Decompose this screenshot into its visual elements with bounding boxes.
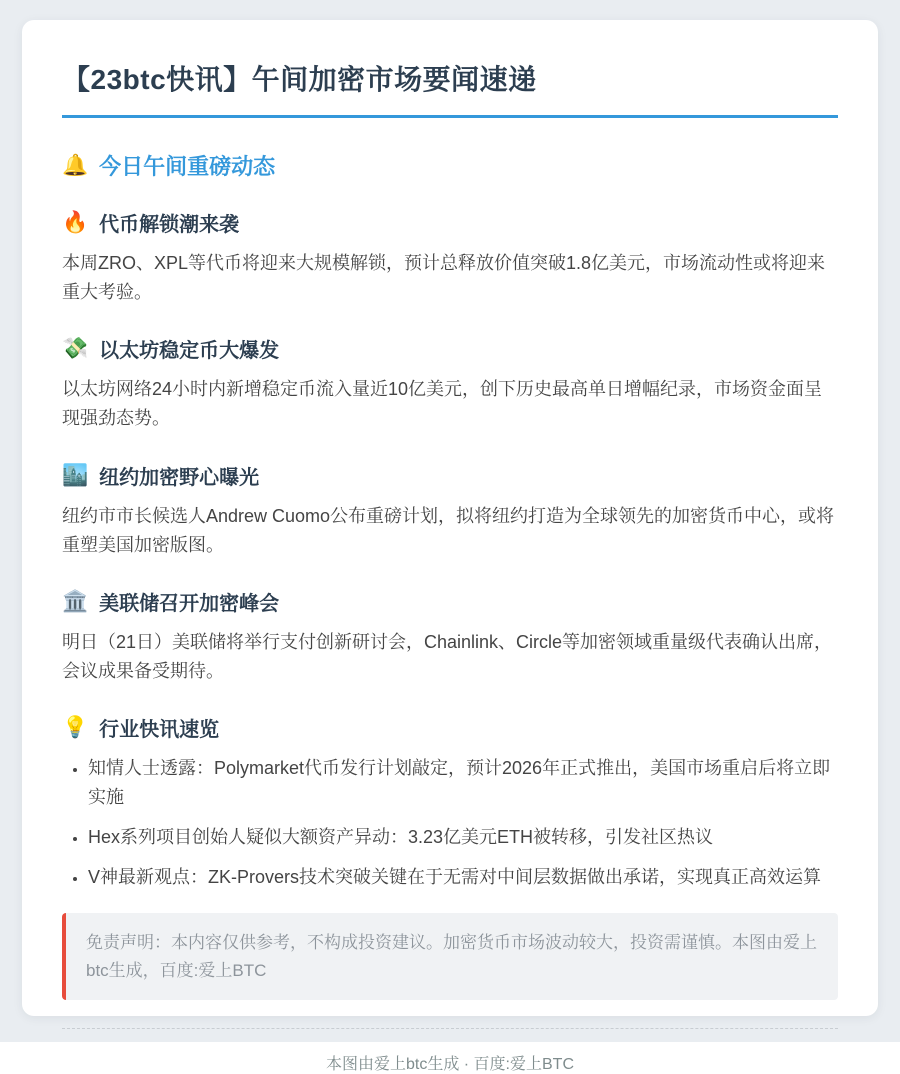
section-title: 以太坊稳定币大爆发 — [99, 340, 280, 363]
section-heading — [62, 208, 838, 237]
news-list-item: • 知情人士透露：Polymarket代币发行计划敲定，预计2026年正式推出，美国市场重启后将立即实施 — [88, 754, 838, 812]
section-news-roundup — [62, 713, 838, 891]
fire-icon: 🔥 — [62, 211, 89, 234]
section-body: 明日（21日）美联储将举行支付创新研讨会，Chainlink、Circle等加密领域重量级代表确认出席，会议成果备受期待。 — [62, 631, 833, 682]
page-title: 【23btc快讯】午间加密市场要闻速递 — [62, 58, 838, 118]
news-list-item: • Hex系列项目创始人疑似大额资产异动：3.23亿美元ETH被转移，引发社区热议 — [88, 823, 838, 852]
section-heading — [62, 713, 838, 742]
classical-building-icon: 🏛️ — [62, 589, 89, 613]
section-title: 纽约加密野心曝光 — [99, 466, 260, 489]
light-bulb-icon: 💡 — [62, 716, 89, 740]
section-heading — [62, 334, 838, 363]
section-body: 本周ZRO、XPL等代币将迎来大规模解锁，预计总释放价值突破1.8亿美元，市场流动性或将迎来重大考验。 — [62, 253, 826, 303]
disclaimer-box — [62, 913, 838, 999]
section-body: 纽约市市长候选人Andrew Cuomo公布重磅计划，拟将纽约打造为全球领先的加密货币中心，或将重塑美国加密版图。 — [62, 505, 835, 555]
section-body: 以太坊网络24小时内新增稳定币流入量近10亿美元，创下历史最高单日增幅纪录，市场资金面呈现强劲态势。 — [62, 379, 823, 429]
news-list — [62, 754, 838, 891]
footer-text: 本图由爱上btc生成 · 百度:爱上BTC — [325, 1055, 574, 1073]
section-fed-summit — [62, 587, 838, 686]
section-token-unlock — [62, 208, 838, 307]
section-heading — [62, 461, 838, 490]
footer — [62, 1028, 838, 1074]
money-with-wings-icon: 💸 — [62, 337, 89, 361]
bell-icon: 🔔 — [62, 154, 89, 177]
section-title: 代币解锁潮来袭 — [99, 214, 240, 236]
section-title: 美联储召开加密峰会 — [99, 592, 280, 615]
news-card — [22, 20, 878, 1073]
highlight-label: 今日午间重磅动态 — [99, 154, 276, 179]
section-new-york — [62, 461, 838, 560]
section-stablecoin — [62, 334, 838, 433]
section-title: 行业快讯速览 — [99, 719, 220, 742]
news-list-item: • V神最新观点：ZK-Provers技术突破关键在于无需对中间层数据做出承诺，实现真正高效运算 — [88, 863, 838, 892]
disclaimer-text: 免责声明：本内容仅供参考，不构成投资建议。加密货币市场波动较大，投资需谨慎。本图由爱上btc生成，百度:爱上BTC — [86, 933, 817, 980]
cityscape-icon: 🏙️ — [62, 463, 89, 487]
section-heading — [62, 587, 838, 616]
highlight-heading — [62, 150, 838, 181]
